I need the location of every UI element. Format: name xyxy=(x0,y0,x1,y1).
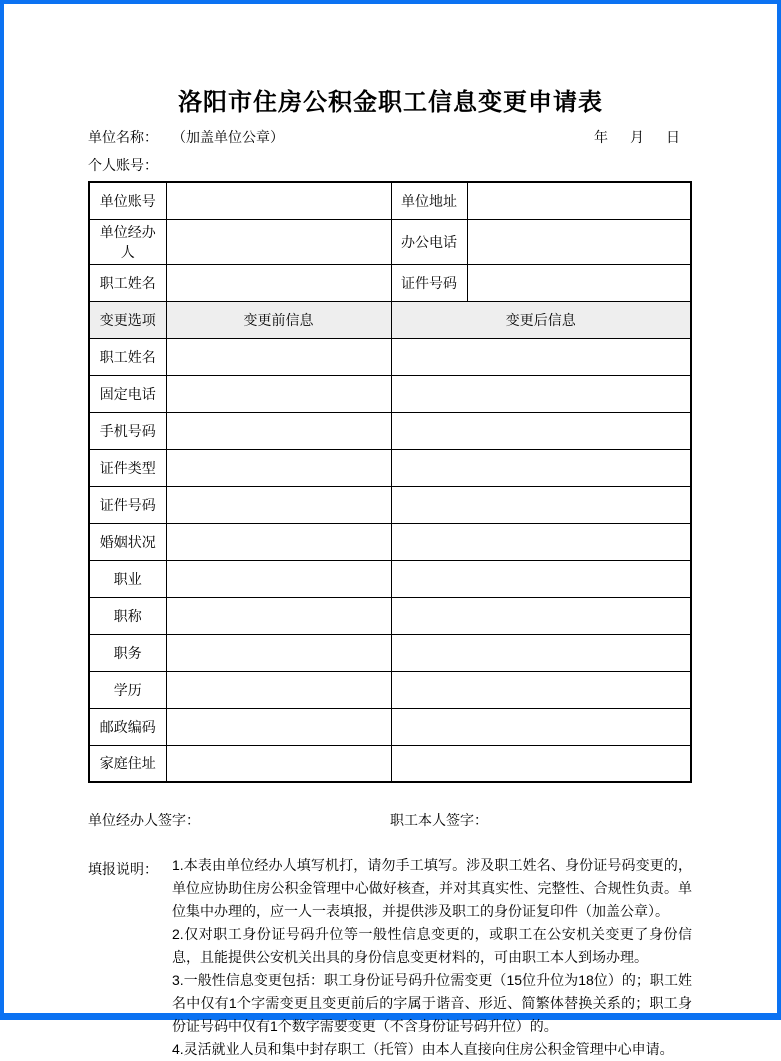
change-field-label: 职务 xyxy=(89,634,166,671)
before-input-cell[interactable] xyxy=(166,412,391,449)
table-row xyxy=(89,182,691,219)
unit-agent-signature-label: 单位经办人签字： xyxy=(88,812,200,828)
field-label: 单位经办人 xyxy=(89,219,166,264)
field-label: 职工姓名 xyxy=(89,264,166,301)
personal-account-label: 个人账号： xyxy=(88,157,158,173)
before-input-cell[interactable] xyxy=(166,375,391,412)
table-row xyxy=(89,219,691,264)
field-label: 证件号码 xyxy=(391,264,467,301)
change-field-label: 婚姻状况 xyxy=(89,523,166,560)
unit-name-row xyxy=(88,127,690,147)
field-label: 单位账号 xyxy=(89,182,166,219)
after-input-cell[interactable] xyxy=(391,671,691,708)
change-field-label: 证件类型 xyxy=(89,449,166,486)
after-input-cell[interactable] xyxy=(391,708,691,745)
unit-agent-input-cell[interactable] xyxy=(166,219,391,264)
instructions-label: 填报说明： xyxy=(88,861,158,877)
field-label: 办公电话 xyxy=(391,219,467,264)
before-change-header: 变更前信息 xyxy=(166,301,391,338)
date-fields xyxy=(594,127,690,147)
before-input-cell[interactable] xyxy=(166,671,391,708)
after-input-cell[interactable] xyxy=(391,634,691,671)
change-field-label: 手机号码 xyxy=(89,412,166,449)
page-title: 洛阳市住房公积金职工信息变更申请表 xyxy=(178,89,603,116)
change-field-label: 职工姓名 xyxy=(89,338,166,375)
before-input-cell[interactable] xyxy=(166,523,391,560)
change-field-label: 固定电话 xyxy=(89,375,166,412)
table-row xyxy=(89,708,691,745)
change-field-label: 家庭住址 xyxy=(89,745,166,782)
date-year-label: 年 xyxy=(594,129,608,145)
signature-row xyxy=(88,810,690,830)
before-input-cell[interactable] xyxy=(166,634,391,671)
change-field-label: 证件号码 xyxy=(89,486,166,523)
before-input-cell[interactable] xyxy=(166,708,391,745)
table-row xyxy=(89,449,691,486)
change-field-label: 职称 xyxy=(89,597,166,634)
unit-name-label: 单位名称： xyxy=(88,129,158,145)
instruction-item: 3.一般性信息变更包括：职工身份证号码升位需变更（15位升位为18位）的；职工姓名中仅有1个字需变更且变更前后的字属于谐音、形近、简繁体替换关系的；职工身份证号码中仅有1个数字需要变更（不含身份证号码升位）的。 xyxy=(172,972,692,1034)
before-input-cell[interactable] xyxy=(166,597,391,634)
change-field-label: 职业 xyxy=(89,560,166,597)
table-row xyxy=(89,264,691,301)
table-row xyxy=(89,745,691,782)
filling-instructions xyxy=(88,854,692,1061)
instruction-item: 1.本表由单位经办人填写机打，请勿手工填写。涉及职工姓名、身份证号码变更的，单位应协助住房公积金管理中心做好核查，并对其真实性、完整性、合规性负责。单位集中办理的，应一人一表填报，并提供涉及职工的身份证复印件（加盖公章）。 xyxy=(172,857,692,919)
employee-name-input-cell[interactable] xyxy=(166,264,391,301)
change-field-label: 邮政编码 xyxy=(89,708,166,745)
date-month-label: 月 xyxy=(630,129,644,145)
office-phone-input-cell[interactable] xyxy=(467,219,691,264)
before-input-cell[interactable] xyxy=(166,745,391,782)
application-form-table xyxy=(88,181,692,783)
after-input-cell[interactable] xyxy=(391,745,691,782)
before-input-cell[interactable] xyxy=(166,560,391,597)
instruction-item: 2.仅对职工身份证号码升位等一般性信息变更的，或职工在公安机关变更了身份信息，且能提供公安机关出具的身份信息变更材料的，可由职工本人到场办理。 xyxy=(172,926,692,965)
table-row xyxy=(89,375,691,412)
after-input-cell[interactable] xyxy=(391,412,691,449)
change-section-header-row xyxy=(89,301,691,338)
table-row xyxy=(89,523,691,560)
instruction-item: 4.灵活就业人员和集中封存职工（托管）由本人直接向住房公积金管理中心申请。 xyxy=(172,1041,674,1057)
before-input-cell[interactable] xyxy=(166,338,391,375)
change-field-label: 学历 xyxy=(89,671,166,708)
after-input-cell[interactable] xyxy=(391,449,691,486)
after-input-cell[interactable] xyxy=(391,560,691,597)
after-input-cell[interactable] xyxy=(391,338,691,375)
unit-account-input-cell[interactable] xyxy=(166,182,391,219)
unit-seal-note: （加盖单位公章） xyxy=(172,129,284,145)
before-input-cell[interactable] xyxy=(166,486,391,523)
table-row xyxy=(89,486,691,523)
table-row xyxy=(89,560,691,597)
after-input-cell[interactable] xyxy=(391,375,691,412)
employee-signature-label: 职工本人签字： xyxy=(390,812,488,828)
table-row xyxy=(89,412,691,449)
table-row xyxy=(89,597,691,634)
table-row xyxy=(89,338,691,375)
after-input-cell[interactable] xyxy=(391,486,691,523)
date-day-label: 日 xyxy=(666,129,680,145)
change-option-header: 变更选项 xyxy=(89,301,166,338)
before-input-cell[interactable] xyxy=(166,449,391,486)
instructions-body xyxy=(172,854,692,1061)
table-row xyxy=(89,671,691,708)
after-input-cell[interactable] xyxy=(391,523,691,560)
field-label: 单位地址 xyxy=(391,182,467,219)
unit-address-input-cell[interactable] xyxy=(467,182,691,219)
table-row xyxy=(89,634,691,671)
id-number-input-cell[interactable] xyxy=(467,264,691,301)
after-input-cell[interactable] xyxy=(391,597,691,634)
after-change-header: 变更后信息 xyxy=(391,301,691,338)
